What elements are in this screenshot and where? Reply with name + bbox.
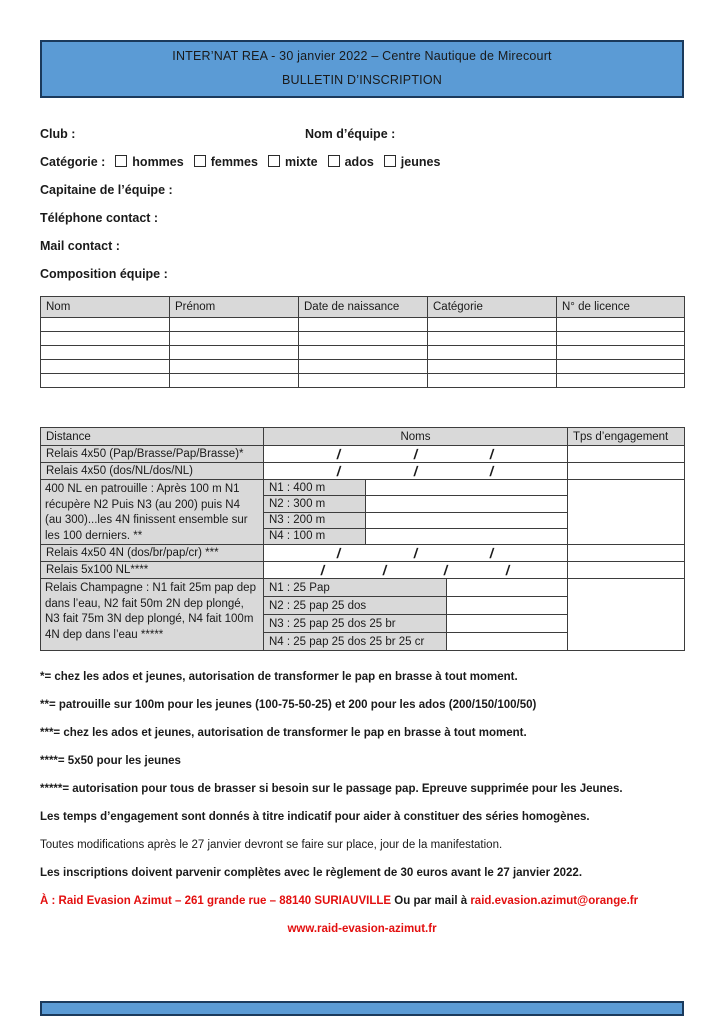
category-row	[40, 148, 684, 176]
roster-empty-row	[41, 346, 685, 360]
event-row-relais-4n	[41, 545, 685, 562]
slash-separator: /	[412, 545, 419, 561]
slash-separator: /	[443, 562, 450, 578]
mail-label: Mail contact :	[40, 239, 120, 253]
names-input-cell[interactable]	[264, 562, 568, 579]
leg-label: N2 : 25 pap 25 dos	[264, 597, 447, 615]
engagement-times-note: Les temps d’engagement sont donnés à titre indicatif pour aider à constituer des séries homogènes.	[40, 811, 590, 823]
events-header-row	[41, 428, 685, 446]
roster-input-cell[interactable]	[428, 374, 557, 388]
roster-input-cell[interactable]	[557, 360, 685, 374]
roster-empty-row	[41, 374, 685, 388]
roster-input-cell[interactable]	[299, 332, 428, 346]
document-header	[40, 40, 684, 98]
email-link[interactable]: raid.evasion.azimut@orange.fr	[470, 895, 639, 907]
roster-input-cell[interactable]	[41, 318, 170, 332]
leg-label: N3 : 200 m	[264, 512, 366, 528]
roster-input-cell[interactable]	[557, 332, 685, 346]
event-row-relais-pap-brasse	[41, 446, 685, 463]
event-label: Relais 4x50 (dos/NL/dos/NL)	[41, 463, 264, 480]
roster-input-cell[interactable]	[41, 374, 170, 388]
tps-input-cell[interactable]	[568, 446, 685, 463]
team-name-label: Nom d’équipe :	[305, 127, 396, 141]
roster-empty-row	[41, 318, 685, 332]
names-input-cell[interactable]	[264, 545, 568, 562]
postal-address: À : Raid Evasion Azimut – 261 grande rue – 88140 SURIAUVILLE	[40, 895, 392, 907]
event-row-400nl	[41, 480, 685, 496]
option-femmes-label: femmes	[210, 155, 258, 169]
roster-input-cell[interactable]	[299, 374, 428, 388]
names-input-cell[interactable]	[366, 496, 568, 512]
checkbox-ados[interactable]	[328, 155, 340, 167]
club-row	[40, 120, 684, 148]
composition-row	[40, 260, 684, 288]
event-row-relais-dos-nl	[41, 463, 685, 480]
footnote-3: ***= chez les ados et jeunes, autorisation de transformer le pap en brasse à tout moment.	[40, 727, 527, 739]
slash-separator: /	[412, 463, 419, 479]
category-label: Catégorie :	[40, 155, 106, 169]
tps-input-cell[interactable]	[568, 480, 685, 545]
roster-empty-row	[41, 360, 685, 374]
event-label: Relais 5x100 NL****	[41, 562, 264, 579]
roster-header-naissance: Date de naissance	[299, 297, 428, 318]
slash-separator: /	[412, 446, 419, 462]
roster-input-cell[interactable]	[170, 318, 299, 332]
mail-row	[40, 232, 684, 260]
roster-input-cell[interactable]	[41, 346, 170, 360]
leg-label: N2 : 300 m	[264, 496, 366, 512]
footer-bar	[40, 1001, 684, 1016]
noms-header: Noms	[264, 428, 568, 446]
event-label: Relais 4x50 4N (dos/br/pap/cr) ***	[41, 545, 264, 562]
slash-separator: /	[335, 446, 342, 462]
form-section	[40, 120, 684, 288]
or-by-mail-label: Ou par mail à	[391, 895, 471, 907]
slash-separator: /	[320, 562, 327, 578]
roster-header-nom: Nom	[41, 297, 170, 318]
leg-label: N4 : 100 m	[264, 528, 366, 544]
events-table	[40, 427, 685, 651]
tps-header: Tps d’engagement	[568, 428, 685, 446]
event-row-relais-5x100	[41, 562, 685, 579]
form-title: BULLETIN D’INSCRIPTION	[282, 73, 442, 87]
roster-input-cell[interactable]	[170, 332, 299, 346]
footnote-4: ****= 5x50 pour les jeunes	[40, 755, 181, 767]
roster-header-categorie: Catégorie	[428, 297, 557, 318]
tps-input-cell[interactable]	[568, 545, 685, 562]
website-link[interactable]: www.raid-evasion-azimut.fr	[287, 923, 437, 935]
event-title: INTER’NAT REA - 30 janvier 2022 – Centre Nautique de Mirecourt	[172, 49, 552, 63]
checkbox-hommes[interactable]	[115, 155, 127, 167]
roster-input-cell[interactable]	[170, 346, 299, 360]
roster-input-cell[interactable]	[428, 360, 557, 374]
roster-input-cell[interactable]	[428, 332, 557, 346]
roster-input-cell[interactable]	[299, 318, 428, 332]
leg-label: N1 : 400 m	[264, 480, 366, 496]
roster-input-cell[interactable]	[170, 360, 299, 374]
option-mixte-label: mixte	[284, 155, 318, 169]
names-input-cell[interactable]	[366, 512, 568, 528]
footnote-2: **= patrouille sur 100m pour les jeunes (100-75-50-25) et 200 pour les ados (200/150/100/50)	[40, 699, 537, 711]
leg-label: N4 : 25 pap 25 dos 25 br 25 cr	[264, 633, 447, 651]
modifications-note: Toutes modifications après le 27 janvier devront se faire sur place, jour de la manifestation.	[40, 839, 503, 851]
roster-input-cell[interactable]	[428, 318, 557, 332]
contact-address-line	[40, 887, 724, 915]
names-input-cell[interactable]	[264, 463, 568, 480]
roster-input-cell[interactable]	[170, 374, 299, 388]
names-input-cell[interactable]	[366, 528, 568, 544]
leg-label: N3 : 25 pap 25 dos 25 br	[264, 615, 447, 633]
tps-input-cell[interactable]	[568, 463, 685, 480]
registration-deadline-note: Les inscriptions doivent parvenir complètes avec le règlement de 30 euros avant le 27 janvier 2022.	[40, 867, 583, 879]
slash-separator: /	[381, 562, 388, 578]
names-input-cell[interactable]	[447, 615, 568, 633]
roster-header-row	[41, 297, 685, 318]
names-input-cell[interactable]	[447, 597, 568, 615]
phone-label: Téléphone contact :	[40, 211, 159, 225]
checkbox-jeunes[interactable]	[384, 155, 396, 167]
slash-separator: /	[489, 463, 496, 479]
club-label: Club :	[40, 127, 76, 141]
roster-input-cell[interactable]	[299, 360, 428, 374]
roster-input-cell[interactable]	[41, 360, 170, 374]
roster-table	[40, 296, 685, 388]
names-input-cell[interactable]	[447, 579, 568, 597]
slash-separator: /	[504, 562, 511, 578]
roster-input-cell[interactable]	[557, 374, 685, 388]
slash-separator: /	[489, 545, 496, 561]
footnote-1: *= chez les ados et jeunes, autorisation de transformer le pap en brasse à tout moment.	[40, 671, 518, 683]
composition-label: Composition équipe :	[40, 267, 168, 281]
checkbox-femmes[interactable]	[194, 155, 206, 167]
names-input-cell[interactable]	[366, 480, 568, 496]
roster-input-cell[interactable]	[41, 332, 170, 346]
roster-input-cell[interactable]	[299, 346, 428, 360]
captain-label: Capitaine de l’équipe :	[40, 183, 173, 197]
tps-input-cell[interactable]	[568, 579, 685, 651]
roster-input-cell[interactable]	[557, 346, 685, 360]
event-label: Relais 4x50 (Pap/Brasse/Pap/Brasse)*	[41, 446, 264, 463]
names-input-cell[interactable]	[264, 446, 568, 463]
footnote-5: *****= autorisation pour tous de brasser si besoin sur le passage pap. Epreuve supprimée pour les Jeunes.	[40, 783, 623, 795]
names-input-cell[interactable]	[447, 633, 568, 651]
captain-row	[40, 176, 684, 204]
leg-label: N1 : 25 Pap	[264, 579, 447, 597]
option-hommes-label: hommes	[132, 155, 184, 169]
roster-input-cell[interactable]	[428, 346, 557, 360]
distance-header: Distance	[41, 428, 264, 446]
slash-separator: /	[335, 545, 342, 561]
tps-input-cell[interactable]	[568, 562, 685, 579]
event-label: 400 NL en patrouille : Après 100 m N1 récupère N2 Puis N3 (au 200) puis N4 (au 300)...les 4N finissent ensemble sur les 100 derniers. **	[41, 480, 264, 545]
event-row-champagne	[41, 579, 685, 597]
slash-separator: /	[335, 463, 342, 479]
event-label: Relais Champagne : N1 fait 25m pap dep dans l’eau, N2 fait 50m 2N dep plongé, N3 fait 75m 3N dep plongé, N4 fait 100m 4N dep dans l’eau *****	[41, 579, 264, 651]
roster-header-prenom: Prénom	[170, 297, 299, 318]
notes-section	[40, 663, 724, 943]
option-jeunes-label: jeunes	[400, 155, 441, 169]
roster-empty-row	[41, 332, 685, 346]
roster-input-cell[interactable]	[557, 318, 685, 332]
option-ados-label: ados	[344, 155, 374, 169]
phone-row	[40, 204, 684, 232]
roster-header-licence: N° de licence	[557, 297, 685, 318]
slash-separator: /	[489, 446, 496, 462]
checkbox-mixte[interactable]	[268, 155, 280, 167]
